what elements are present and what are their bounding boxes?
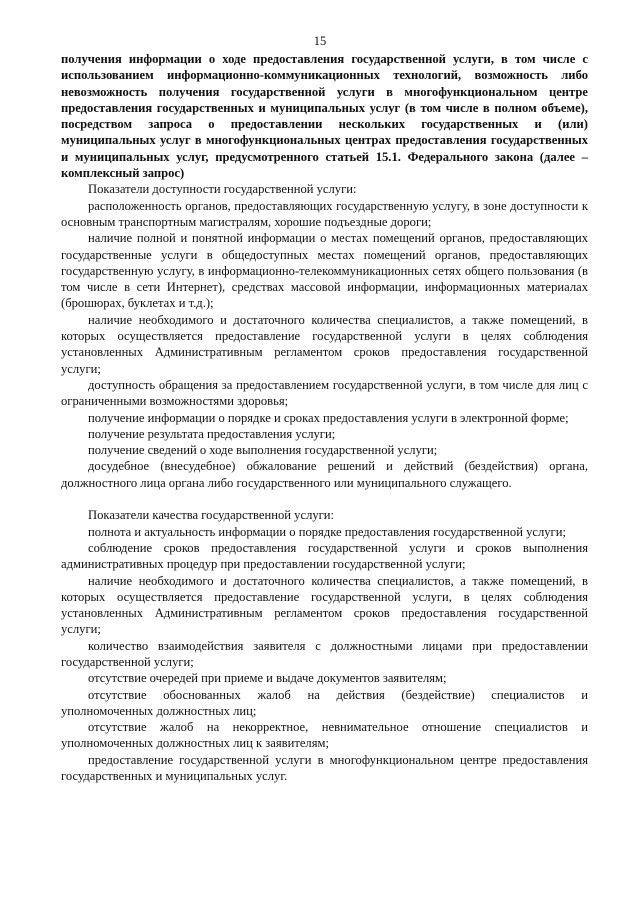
quality-item: количество взаимодействия заявителя с должностными лицами при предоставлении государственной услуги; (61, 638, 588, 669)
quality-item: полнота и актуальность информации о порядке предоставления государственной услуги; (88, 524, 566, 539)
quality-item: отсутствие обоснованных жалоб на действия (бездействие) специалистов и уполномоченных должностных лиц; (61, 687, 588, 718)
accessibility-item: расположенность органов, предоставляющих государственную услугу, в зоне доступности к основным транспортным магистралям, хорошие подъездные дороги; (61, 198, 588, 229)
accessibility-item: доступность обращения за предоставлением государственной услуги, в том числе для лиц с ограниченными возможностями здоровья; (61, 377, 588, 409)
quality-item: предоставление государственной услуги в многофункциональном центре предоставления государственных и муниципальных услуг. (61, 752, 588, 784)
accessibility-heading: Показатели доступности государственной услуги: (88, 182, 357, 197)
quality-heading: Показатели качества государственной услуги: (88, 508, 335, 523)
document-body (61, 51, 588, 784)
accessibility-item: досудебное (внесудебное) обжалование решений и действий (бездействия) органа, должностного лица органа либо государственного или муниципального служащего. (61, 459, 588, 490)
quality-item: отсутствие жалоб на некорректное, невнимательное отношение специалистов и уполномоченных должностных лиц к заявителям; (61, 720, 588, 751)
bold-intro-paragraph: получения информации о ходе предоставления государственной услуги, в том числе с использованием информационно-коммуникационных технологий, возможность либо невозможность получения государственной услуги в многофункциональном центре предоставления государственных и муниципальных услуг (в том числе в полном объеме), посредством запроса о предоставлении нескольких государственных и (или) муниципальных услуг в многофункциональных центрах предоставления государственных и муниципальных услуг, предусмотренного статьей 15.1. Федерального закона (далее – комплексный запрос) (61, 52, 588, 181)
page-number: 15 (313, 34, 327, 48)
quality-item: наличие необходимого и достаточного количества специалистов, а также помещений, в которых осуществляется предоставление государственной услуги, в целях соблюдения установленных Административным регламентом сроков предоставления государственной услуги; (61, 573, 588, 637)
quality-item: отсутствие очередей при приеме и выдаче документов заявителям; (88, 671, 447, 686)
accessibility-item: получение сведений о ходе выполнения государственной услуги; (88, 443, 438, 458)
accessibility-item: наличие полной и понятной информации о местах помещений органов, предоставляющих государственные услуги в общедоступных местах помещений органов, предоставляющих государственную услугу, в информационно-телекоммуникационных сетях общего пользования (в том числе в сети Интернет), средствах массовой информации, информационных материалах (брошюрах, буклетах и т.д.); (61, 231, 588, 311)
accessibility-item: получение результата предоставления услуги; (88, 426, 336, 441)
quality-item: соблюдение сроков предоставления государственной услуги и сроков выполнения административных процедур при предоставлении государственной услуги; (61, 540, 588, 572)
accessibility-item: получение информации о порядке и сроках предоставления услуги в электронной форме; (88, 410, 569, 425)
accessibility-item: наличие необходимого и достаточного количества специалистов, а также помещений, в которых осуществляется предоставление государственной услуги в целях соблюдения установленных Административным регламентом сроков предоставления государственной услуги; (61, 312, 588, 376)
